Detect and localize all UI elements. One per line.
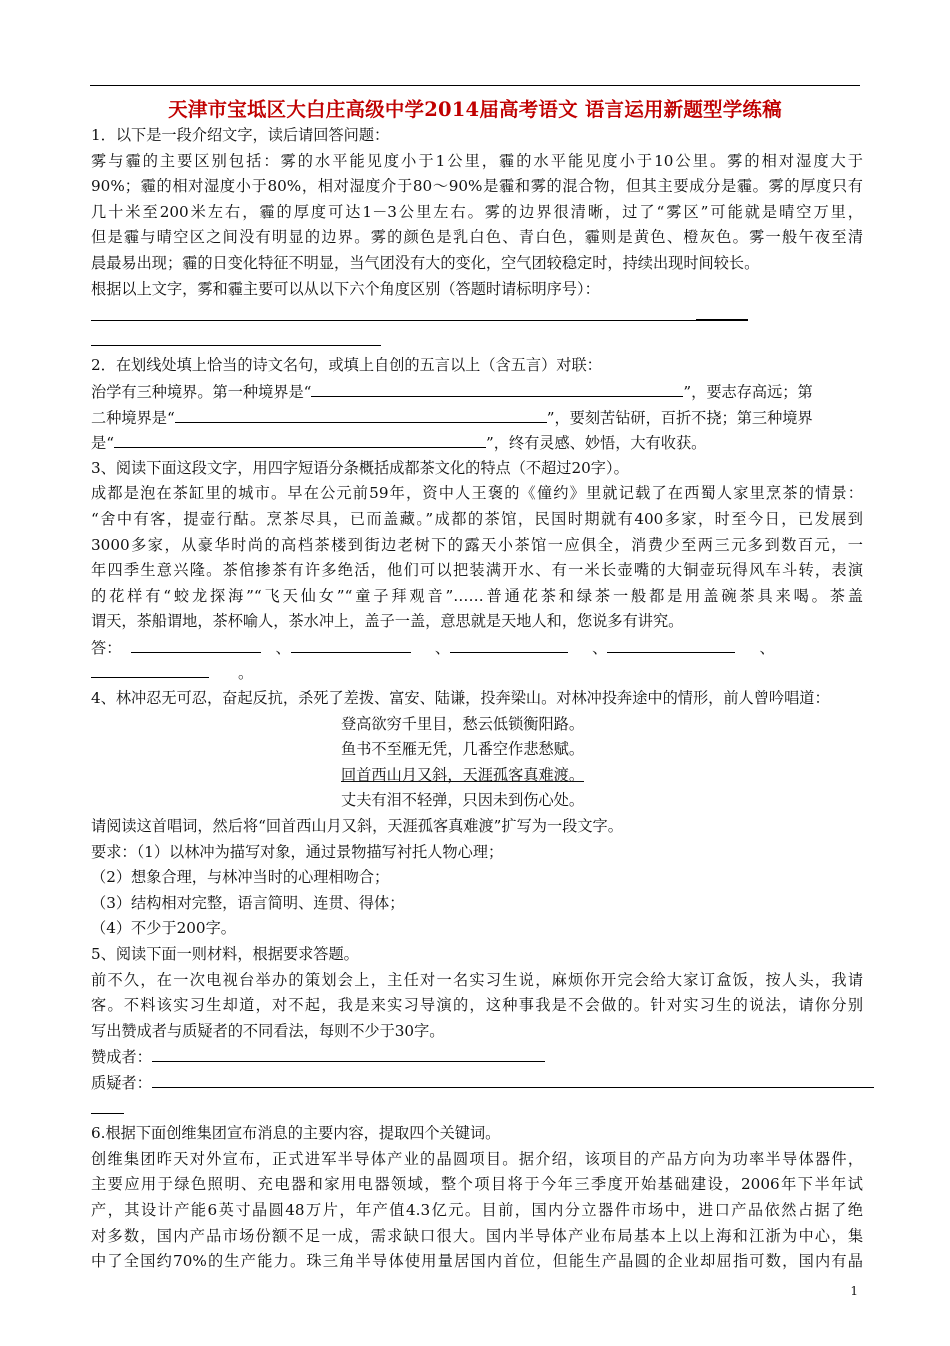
q1-line: 晨最易出现；霾的日变化特征不明显，当气团没有大的变化，空气团较稳定时，持续出现时间较长。 [91,253,760,272]
q3-answer-row: 答： 、 、 、 、 [91,635,863,661]
q5-line: 前不久，在一次电视台举办的策划会上，主任对一名实习生说，麻烦你开完会给大家订盒饭，按人头，我请 [91,970,863,989]
q2-prompt: 2．在划线处填上恰当的诗文名句，或填上自创的五言以上（含五言）对联： [91,356,602,375]
pro-answer-line[interactable] [152,1044,545,1062]
q1-line: 90%；霾的相对湿度小于80%，相对湿度介于80～90%是霾和雾的混合物，但其主要成分是霾。雾的厚度只有 [91,177,863,196]
q6-prompt: 6.根据下面创维集团宣布消息的主要内容，提取四个关键词。 [91,1124,501,1143]
q6-line: 对多数，国内产品市场份额不足一成，需求缺口很大。国内半导体产业布局基本上以上海和江浙为中心，集 [91,1226,863,1245]
q2-line: 治学有三种境界。第一种境界是“ ”，要志存高远；第 [91,379,863,405]
q3-blank-1[interactable] [131,635,261,653]
q5-pro-row: 赞成者： [91,1044,863,1070]
q3-blank-4[interactable] [607,635,735,653]
q3-line: 年四季生意兴隆。茶倌掺茶有许多绝活，他们可以把装满开水、有一米长壶嘴的大铜壶玩得风车斗转，表演 [91,561,863,580]
q4-requirement: （3）结构相对完整，语言简明、连贯、得体； [91,893,405,912]
q5-con-row: 质疑者： [91,1070,863,1096]
q3-line: 谓天，茶船谓地，茶杯喻人，茶水冲上，盖子一盖，意思就是天地人和，您说多有讲究。 [91,612,684,631]
q3-prompt: 3、阅读下面这段文字，用四字短语分条概括成都茶文化的特点（不超过20字）。 [91,458,629,477]
q1-answer-line[interactable] [91,302,863,328]
q3-line: 3000多家，从豪华时尚的高档茶楼到街边老树下的露天小茶馆一应俱全，消费少至两三元多到数百元，一 [91,535,863,554]
q4-requirement: （2）想象合理，与林冲当时的心理相吻合； [91,868,390,887]
header-rule [90,85,860,86]
q3-blank-3[interactable] [450,635,568,653]
poem-line: 鱼书不至雁无凭，几番空作悲愁赋。 [341,740,584,759]
q2-blank-2[interactable] [175,405,547,423]
q4-prompt: 4、林冲忍无可忍，奋起反抗，杀死了差拨、富安、陆谦，投奔梁山。对林冲投奔途中的情形，前人曾吟唱道： [91,689,830,708]
q1-line: 几十米至200米左右，霾的厚度可达1－3公里左右。雾的边界很清晰，过了“雾区”可能就是晴空万里， [91,202,863,221]
q1-prompt: 1．以下是一段介绍文字，读后请回答问题： [91,126,390,144]
q3-line: 成都是泡在茶缸里的城市。早在公元前59年，资中人王褒的《僮约》里就记载了在西蜀人家里烹茶的情景： [91,484,863,503]
poem-line-underlined: 回首西山月又斜，天涯孤客真难渡。 [341,765,584,784]
q3-answer-row: 。 [91,660,863,686]
q5-prompt: 5、阅读下面一则材料，根据要求答题。 [91,945,359,963]
q3-line: “舍中有客，提壶行酤。烹茶尽具，已而盖藏。”成都的茶馆，民国时期就有400多家，时至今日，已发展到 [91,509,863,528]
q4-task: 请阅读这首唱词，然后将“回首西山月又斜，天涯孤客真难渡”扩写为一段文字。 [91,817,623,836]
document-title: 天津市宝坻区大白庄高级中学2014届高考语文 语言运用新题型学练稿 [168,98,782,121]
q2-blank-3[interactable] [114,430,486,448]
poem-line: 登高欲穷千里目，愁云低锁衡阳路。 [341,714,584,733]
q1-line: 但是霾与晴空区之间没有明显的边界。雾的颜色是乳白色、青白色，霾则是黄色、橙灰色。雾一般午夜至清 [91,228,863,247]
q6-line: 产，其设计产能6英寸晶圆48万片，年产值4.3亿元。目前，国内分立器件市场中，进口产品依然占据了绝 [91,1200,863,1219]
q6-line: 创维集团昨天对外宣布，正式进军半导体产业的晶圆项目。据介绍，该项目的产品方向为功率半导体器件， [91,1149,863,1168]
con-answer-line-continued[interactable] [91,1096,863,1122]
q2-blank-1[interactable] [311,379,683,397]
q5-line: 写出赞成者与质疑者的不同看法，每则不少于30字。 [91,1021,445,1040]
q4-requirement: （4）不少于200字。 [91,919,236,938]
q5-line: 客。不料该实习生却道，对不起，我是来实习导演的，这种事我是不会做的。针对实习生的说法，请你分别 [91,996,863,1015]
document-body [91,123,863,1275]
q3-blank-5[interactable] [91,660,209,678]
q6-line: 主要应用于绿色照明、充电器和家用电器领域，整个项目将于今年三季度开始基础建设，2006年下半年试 [91,1175,863,1194]
q6-line: 中了全国约70%的生产能力。珠三角半导体使用量居国内首位，但能生产晶圆的企业却屈指可数，国内有晶 [91,1252,863,1271]
poem-line: 丈夫有泪不轻弹，只因未到伤心处。 [341,791,584,810]
q3-line: 的花样有“蛟龙探海”“飞天仙女”“童子拜观音”……普通花茶和绿茶一般都是用盖碗茶具来喝。茶盖 [91,586,863,605]
q4-requirement: 要求：（1）以林冲为描写对象，通过景物描写衬托人物心理； [91,842,504,861]
con-answer-line[interactable] [152,1070,874,1088]
q2-line: 二种境界是“ ”，要刻苦钻研，百折不挠；第三种境界 [91,405,863,431]
q1-answer-line[interactable] [91,328,863,354]
q1-line: 雾与霾的主要区别包括：雾的水平能见度小于1公里，霾的水平能见度小于10公里。雾的相对湿度大于 [91,151,863,170]
q2-line: 是“ ”，终有灵感、妙悟，大有收获。 [91,430,863,456]
page-number: 1 [850,1284,858,1298]
q3-blank-2[interactable] [291,635,411,653]
q1-question: 根据以上文字，雾和霾主要可以从以下六个角度区别（答题时请标明序号）： [91,279,600,298]
